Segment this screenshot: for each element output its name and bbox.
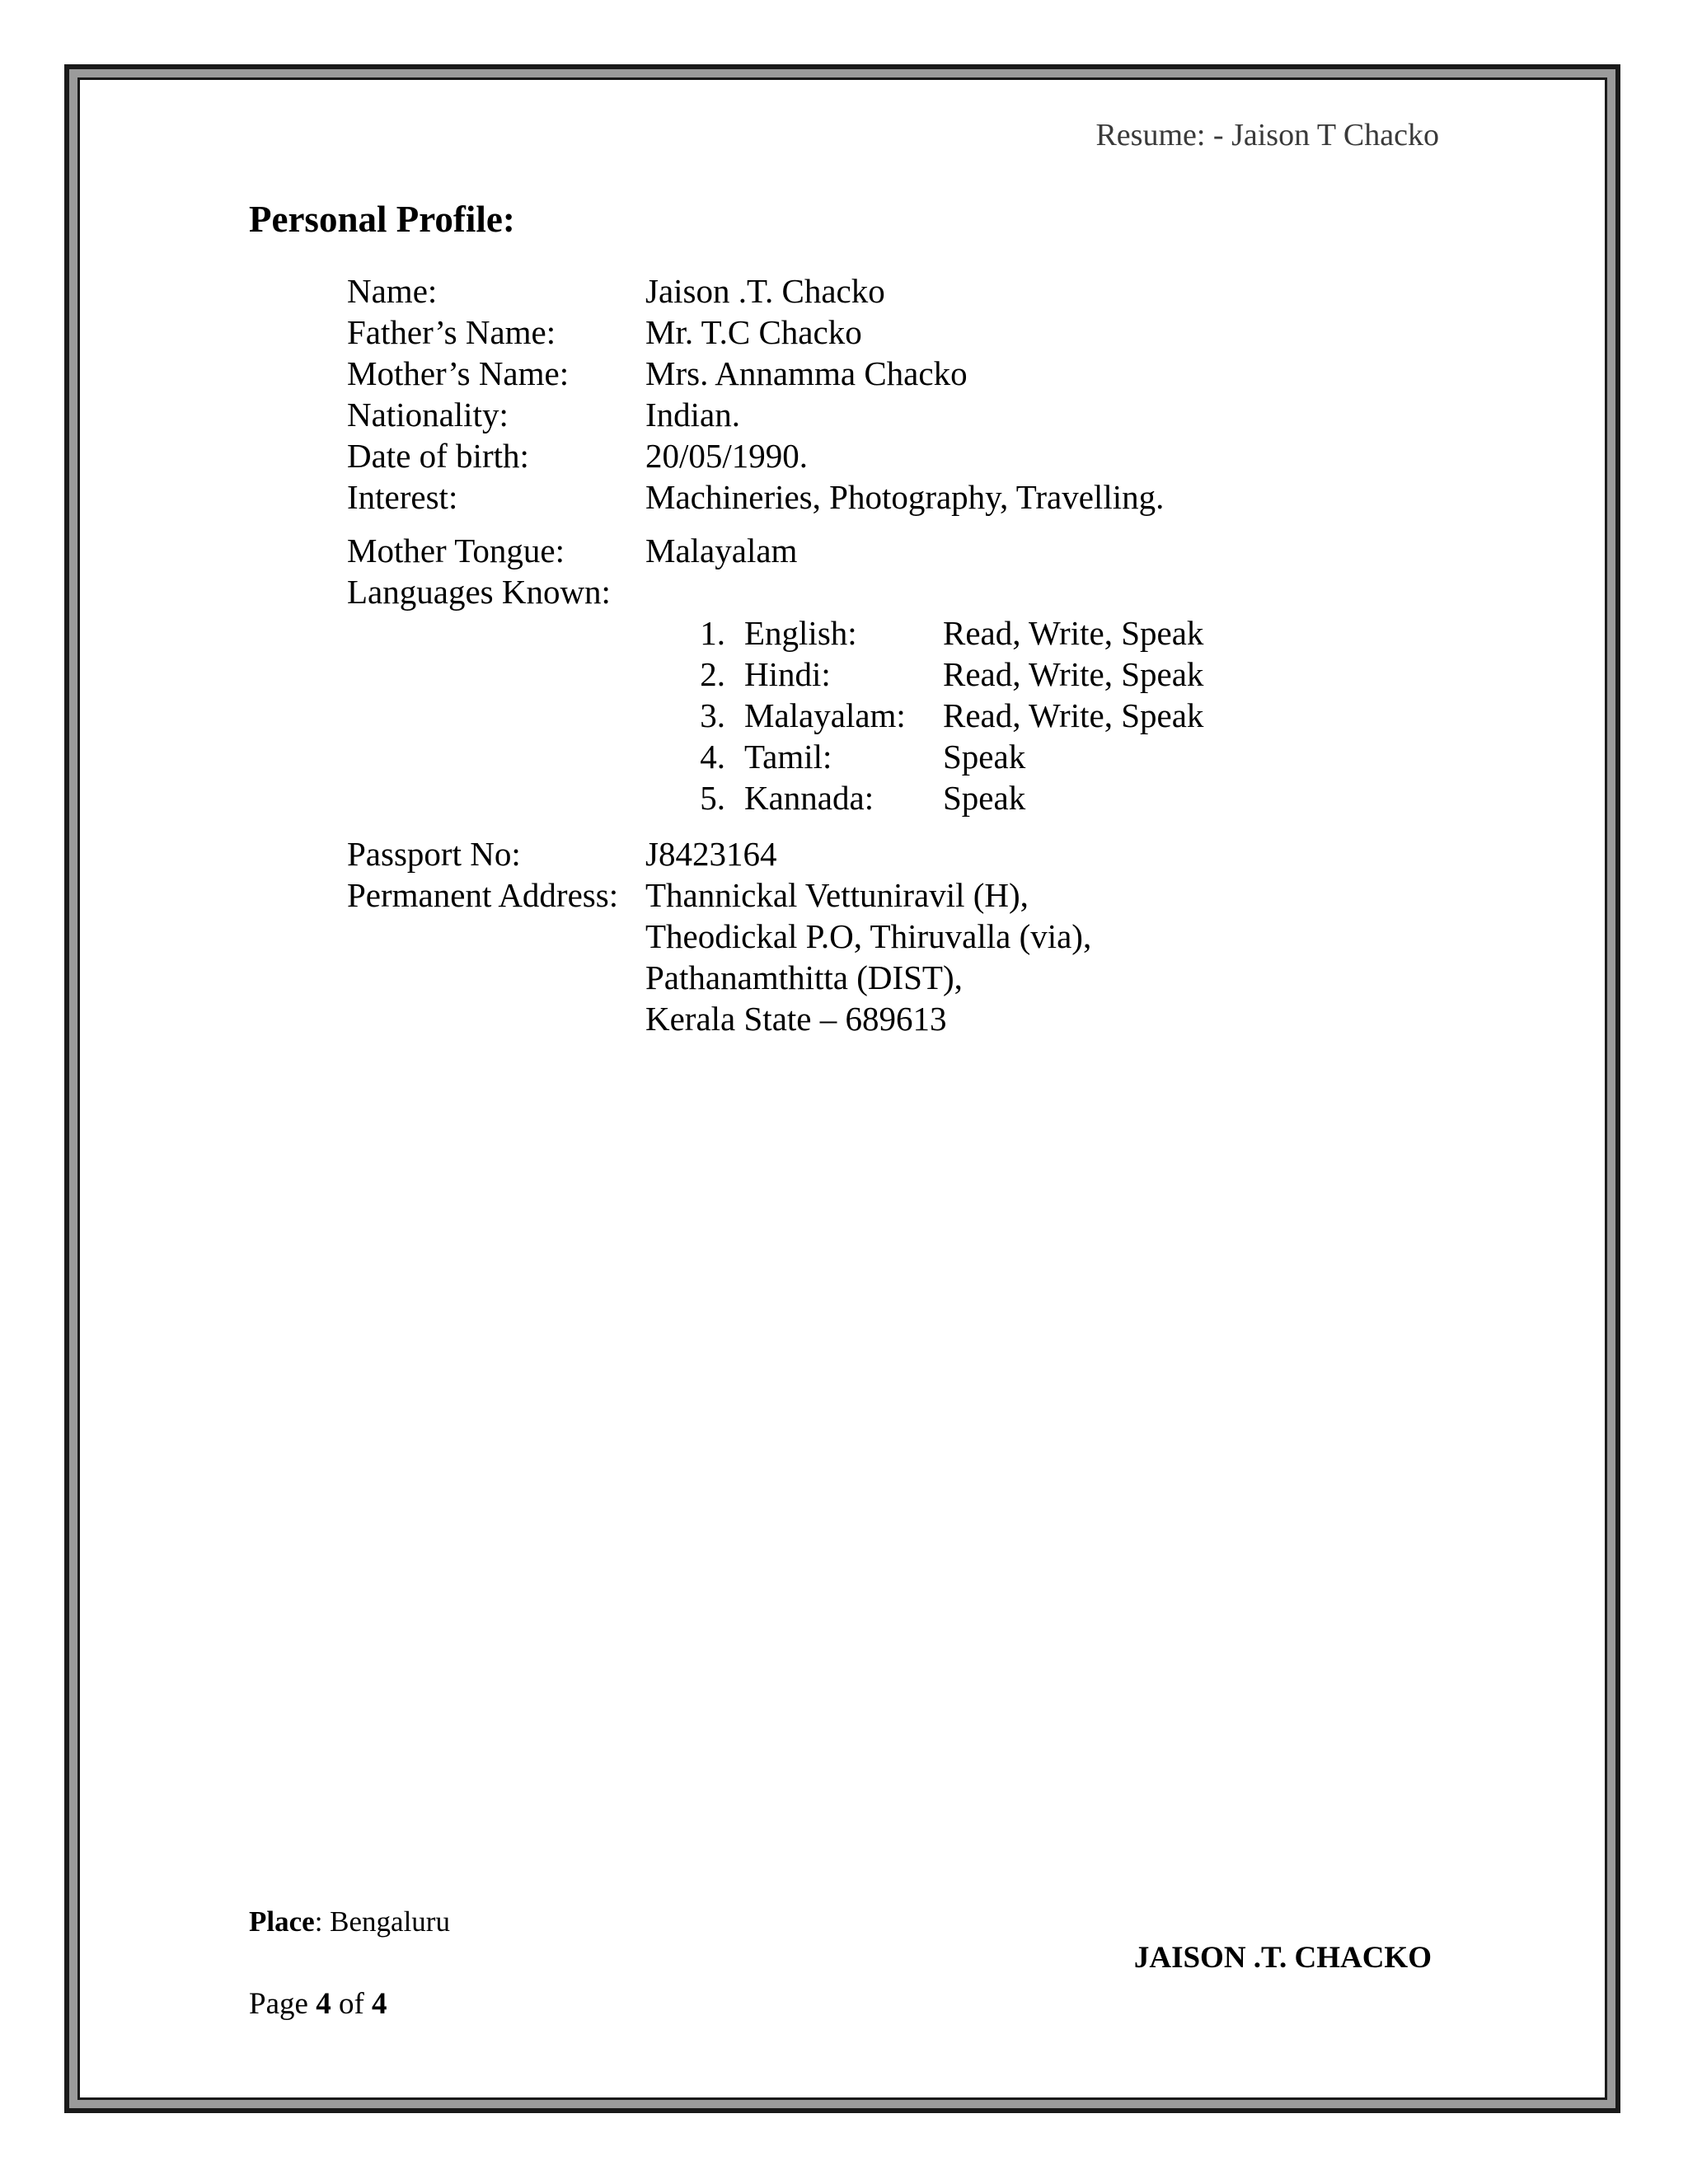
language-skill: Read, Write, Speak bbox=[943, 614, 1204, 652]
language-skill: Read, Write, Speak bbox=[943, 655, 1204, 693]
field-label: Name: bbox=[347, 272, 438, 310]
language-number: 3. bbox=[700, 696, 725, 734]
language-item bbox=[0, 612, 1688, 654]
address-line: Kerala State – 689613 bbox=[645, 1000, 947, 1038]
field-value: Indian. bbox=[645, 396, 740, 434]
address-line: Theodickal P.O, Thiruvalla (via), bbox=[645, 917, 1092, 955]
page-total: 4 bbox=[372, 1987, 387, 2021]
field-label: Mother’s Name: bbox=[347, 354, 570, 392]
field-label: Date of birth: bbox=[347, 437, 529, 475]
language-number: 1. bbox=[700, 614, 725, 652]
field-label: Interest: bbox=[347, 478, 458, 516]
running-header: Resume: - Jaison T Chacko bbox=[1095, 118, 1439, 152]
place-value: : Bengaluru bbox=[314, 1905, 450, 1938]
language-skill: Read, Write, Speak bbox=[943, 696, 1204, 734]
language-item bbox=[0, 654, 1688, 695]
language-skill: Speak bbox=[943, 779, 1026, 817]
section-title: Personal Profile: bbox=[249, 199, 515, 240]
field-label: Languages Known: bbox=[347, 573, 611, 611]
language-name: Hindi: bbox=[744, 655, 831, 693]
language-number: 5. bbox=[700, 779, 725, 817]
signature-name: JAISON .T. CHACKO bbox=[1133, 1941, 1432, 1975]
language-skill: Speak bbox=[943, 738, 1026, 776]
field-value: Jaison .T. Chacko bbox=[645, 272, 885, 310]
field-value: Malayalam bbox=[645, 532, 798, 569]
language-item bbox=[0, 695, 1688, 736]
field-value: Mr. T.C Chacko bbox=[645, 313, 862, 351]
field-label: Nationality: bbox=[347, 396, 509, 434]
field-value: J8423164 bbox=[645, 835, 777, 873]
field-label: Passport No: bbox=[347, 835, 521, 873]
page-of: of bbox=[338, 1987, 364, 2021]
field-label: Mother Tongue: bbox=[347, 532, 565, 569]
language-name: Malayalam: bbox=[744, 696, 906, 734]
language-number: 2. bbox=[700, 655, 725, 693]
language-number: 4. bbox=[700, 738, 725, 776]
field-label: Permanent Address: bbox=[347, 876, 619, 914]
field-label: Father’s Name: bbox=[347, 313, 556, 351]
language-name: English: bbox=[744, 614, 857, 652]
language-name: Tamil: bbox=[744, 738, 832, 776]
page-number bbox=[249, 1986, 387, 2022]
field-value: Machineries, Photography, Travelling. bbox=[645, 478, 1165, 516]
page-word: Page bbox=[249, 1987, 308, 2021]
language-item bbox=[0, 777, 1688, 818]
place-line bbox=[249, 1905, 450, 1938]
place-label: Place bbox=[249, 1905, 315, 1938]
field-value: Mrs. Annamma Chacko bbox=[645, 354, 968, 392]
address-line: Thannickal Vettuniravil (H), bbox=[645, 876, 1029, 914]
language-name: Kannada: bbox=[744, 779, 874, 817]
language-item bbox=[0, 736, 1688, 777]
field-value: 20/05/1990. bbox=[645, 437, 809, 475]
page-current: 4 bbox=[316, 1987, 331, 2021]
address-line: Pathanamthitta (DIST), bbox=[645, 958, 963, 996]
